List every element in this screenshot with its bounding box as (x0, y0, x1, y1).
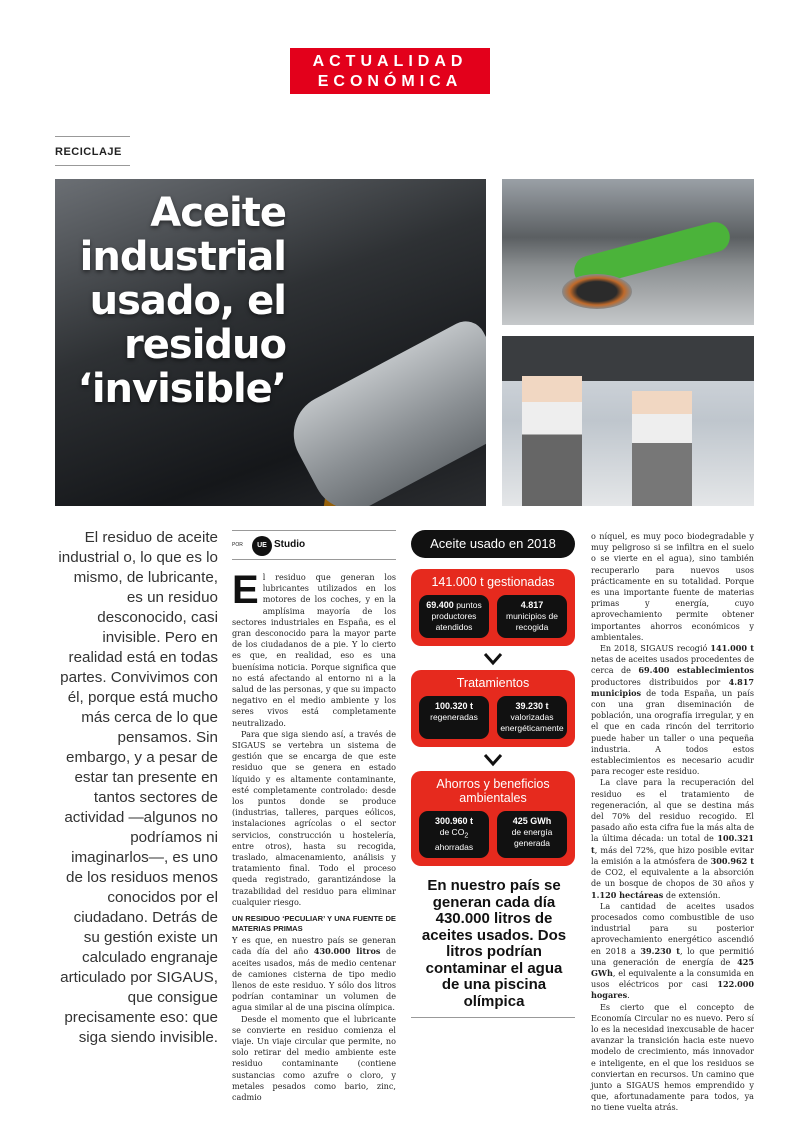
ue-logo-badge: UE (252, 536, 272, 556)
body-text: . (627, 990, 630, 1001)
car-underside-shape (502, 336, 754, 381)
body-bold: 300.962 t (710, 855, 755, 866)
body-bold: 122.000 hogares (591, 979, 754, 1001)
box-heading: 141.000 t gestionadas (431, 575, 555, 589)
body-bold: 141.000 t (710, 643, 754, 654)
stat-value: 39.230 t (515, 701, 549, 711)
body-text: Y es que, en nuestro país se generan cada día del año (232, 935, 396, 957)
body-paragraph: o níquel, es muy poco biodegradable y muy peligroso si se infiltra en el suelo o se vierte en el agua), sino también recuperarlo para nuevos usos prácticamente en su totalidad. Porque es una importante fuente de materias primas y energía, cuyo aprovechamiento permite obtener importantes ahorros económicos y ambientales. (591, 531, 754, 642)
body-text: En 2018, SIGAUS recogió (600, 643, 711, 654)
stat-cell (419, 811, 489, 858)
box-heading: Tratamientos (456, 676, 530, 690)
divider (411, 1017, 575, 1018)
body-text: La cantidad de aceites usados procesados como combustible de uso industrial para su posterior aprovechamiento energético ascendió en 2018 a (591, 900, 754, 956)
stat-value: 69.400 (426, 600, 454, 610)
body-bold: 1.120 hectáreas (591, 889, 664, 900)
byline (232, 530, 396, 560)
body-bold: 4.817 municipios (591, 676, 754, 698)
body-paragraph: Es cierto que el concepto de Economía Circular no es nuevo. Pero sí lo es la necesidad inexcusable de hacer avanzar la transición hacia este nuevo modelo de crecimiento, más innovador e inteligente, en el que los residuos se conviertan en recursos. Un camino que junto a SIGAUS hemos emprendido y que, afortunadamente para todos, ya no tiene vuelta atrás. (591, 1001, 754, 1113)
masthead-logo (290, 48, 490, 94)
body-paragraph (591, 901, 754, 1002)
body-text: , lo que permitió una generación de energía de (591, 945, 754, 967)
body-bold: 430.000 litros (313, 946, 381, 957)
stat-label: de CO (439, 827, 465, 837)
infographic-title: Aceite usado en 2018 (411, 530, 575, 558)
body-text: de extensión. (663, 889, 721, 900)
studio-label: Studio (274, 539, 306, 550)
body-text: netas de aceites usados procedentes de cerca de (591, 654, 754, 676)
masthead-line1: ACTUALIDAD (312, 53, 468, 70)
body-bold: 100.321 t (591, 833, 754, 855)
body-paragraph (591, 643, 754, 777)
stat-label: ahorradas (434, 841, 474, 852)
body-paragraph: Para que siga siendo así, a través de SIGAUS se vertebra un sistema de gestión que se encarga de que este residuo que se genera en estado líquido y es altamente contaminante, esté completamente controlado: desde los puntos donde se produce (industrias, talleres, parques eólicos, instalaciones agrícolas o el sector servicios, construcción u hostelería, entre otros), hasta su recogida, traslado, almacenamiento, análisis y tratamiento final. Todo el proceso queda registrado, garantizándose la trazabilidad del residuo para eliminar cualquier riesgo. (232, 728, 396, 907)
stat-label: valorizadas energéticamente (500, 712, 564, 733)
manhole-shape (562, 274, 632, 309)
body-column-1 (232, 568, 396, 1103)
photo-mechanics (502, 336, 754, 506)
body-paragraph (232, 935, 396, 1013)
body-paragraph (232, 568, 396, 729)
body-text: de CO2, el equivalente a la absorción de un bosque de chopos de 30 años y (591, 867, 754, 889)
stat-label: municipios de recogida (506, 611, 558, 632)
stat-cell (419, 595, 489, 638)
infographic-box-managed (411, 569, 575, 646)
mechanic-figure (522, 376, 582, 506)
body-column-3 (591, 531, 754, 1114)
body-bold: 425 GWh (591, 956, 754, 978)
body-bold: 69.400 establecimientos (638, 665, 754, 676)
down-arrow-icon (411, 646, 575, 670)
stat-value: 425 GWh (512, 816, 552, 826)
stat-value: 100.320 t (434, 701, 474, 711)
photo-tanker-hose (502, 179, 754, 325)
box-heading: Ahorros y beneficios ambientales (436, 777, 550, 805)
pull-quote: En nuestro país se generan cada día 430.000 litros de aceites usados. Dos litros podrían contaminar el agua de una piscina olímpica (421, 877, 567, 1010)
hero-image (55, 179, 486, 506)
masthead-line2: ECONÓMICA (317, 73, 463, 90)
body-text: , el equivalente a la consumida en usos eléctricos por casi (591, 967, 754, 990)
down-arrow-icon (411, 747, 575, 771)
byline-por: POR (232, 542, 243, 548)
section-label: RECICLAJE (55, 136, 130, 166)
stat-value: 300.960 t (434, 816, 474, 826)
body-text: , más del 72%, que hizo posible evitar la emisión a la atmósfera de (591, 844, 754, 866)
body-bold: 39.230 t (640, 945, 680, 956)
stat-label: regeneradas (430, 712, 478, 722)
body-text: La clave para la recuperación del residuo es el tratamiento de regeneración, al que se destina más del 70% del residuo recogido. El pasado año esta cifra fue la más alta de la última década: un total de (591, 777, 754, 844)
stat-label: puntos productores atendidos (431, 600, 482, 632)
body-paragraph: Desde el momento que el lubricante se convierte en residuo comienza el viaje. Un viaje circular que permite, no solo retirar del medio ambiente este residuo contaminante (contiene sustancias como azufre o cloro, y metales pesados como bario, zinc, cadmio (232, 1013, 396, 1102)
mechanic-figure (632, 391, 692, 506)
infographic-box-treatments (411, 670, 575, 747)
stat-subscript: 2 (464, 831, 469, 840)
body-text: productores distribuidos por (591, 676, 729, 687)
infographic (411, 530, 575, 866)
body-paragraph (591, 777, 754, 900)
stat-label: de energía generada (511, 827, 553, 848)
stat-cell (497, 811, 567, 858)
stat-cell (419, 696, 489, 739)
stat-cell (497, 696, 567, 739)
body-text: l residuo que generan los lubricantes utilizados en los motores de los coches, y en la amplísima mayoría de los sectores industriales en España, es el gran desconocido para la mayor parte de los ciudadanos de a pie. Y lo cierto es que, en realidad, eso es una buenísima noticia. Porque significa que no está afectando al entorno ni a la salud de las personas, y que su impacto negativo en el medio ambiente y los seres vivos está completamente neutralizado. (232, 572, 396, 728)
lead-paragraph: El residuo de aceite industrial o, lo que es lo mismo, de lubricante, es un residuo desconocido, casi invisible. Pero en realidad está en todas partes. Convivimos con él, porque está mucho más cerca de lo que pensamos. Sin embargo, y a pesar de estar tan presente en tantos sectores de actividad —algunos no podríamos ni imaginarlos—, es uno de los residuos menos conocidos por el ciudadano. Detrás de su gestión existe un calculado engranaje articulado por SIGAUS, que consigue precisamente eso: que siga siendo invisible. (58, 529, 218, 1046)
article-title: Aceite industrial usado, el residuo ‘invisible’ (77, 190, 286, 412)
body-text: de toda España, un país con una gran diseminación de población, una orografía irregular, y en el que en cada rincón del territorio puede haber un taller o una pequeña industria. A todos estos establecimientos es necesario acudir para recoger este residuo. (591, 687, 754, 777)
subheading: UN RESIDUO ‘PECULIAR’ Y UNA FUENTE DE MATERIAS PRIMAS (232, 914, 396, 934)
body-text: de aceites usados, más de medio centenar de camiones cisterna de tipo medio llenos de este residuo. Y sólo dos litros podrían contaminar un volumen de agua similar al de una piscina olímpica. (232, 946, 396, 1013)
stat-value: 4.817 (520, 600, 544, 610)
drop-cap: E (232, 568, 259, 612)
stat-cell (497, 595, 567, 638)
oil-bottle-shape (280, 314, 486, 506)
infographic-box-savings (411, 771, 575, 866)
